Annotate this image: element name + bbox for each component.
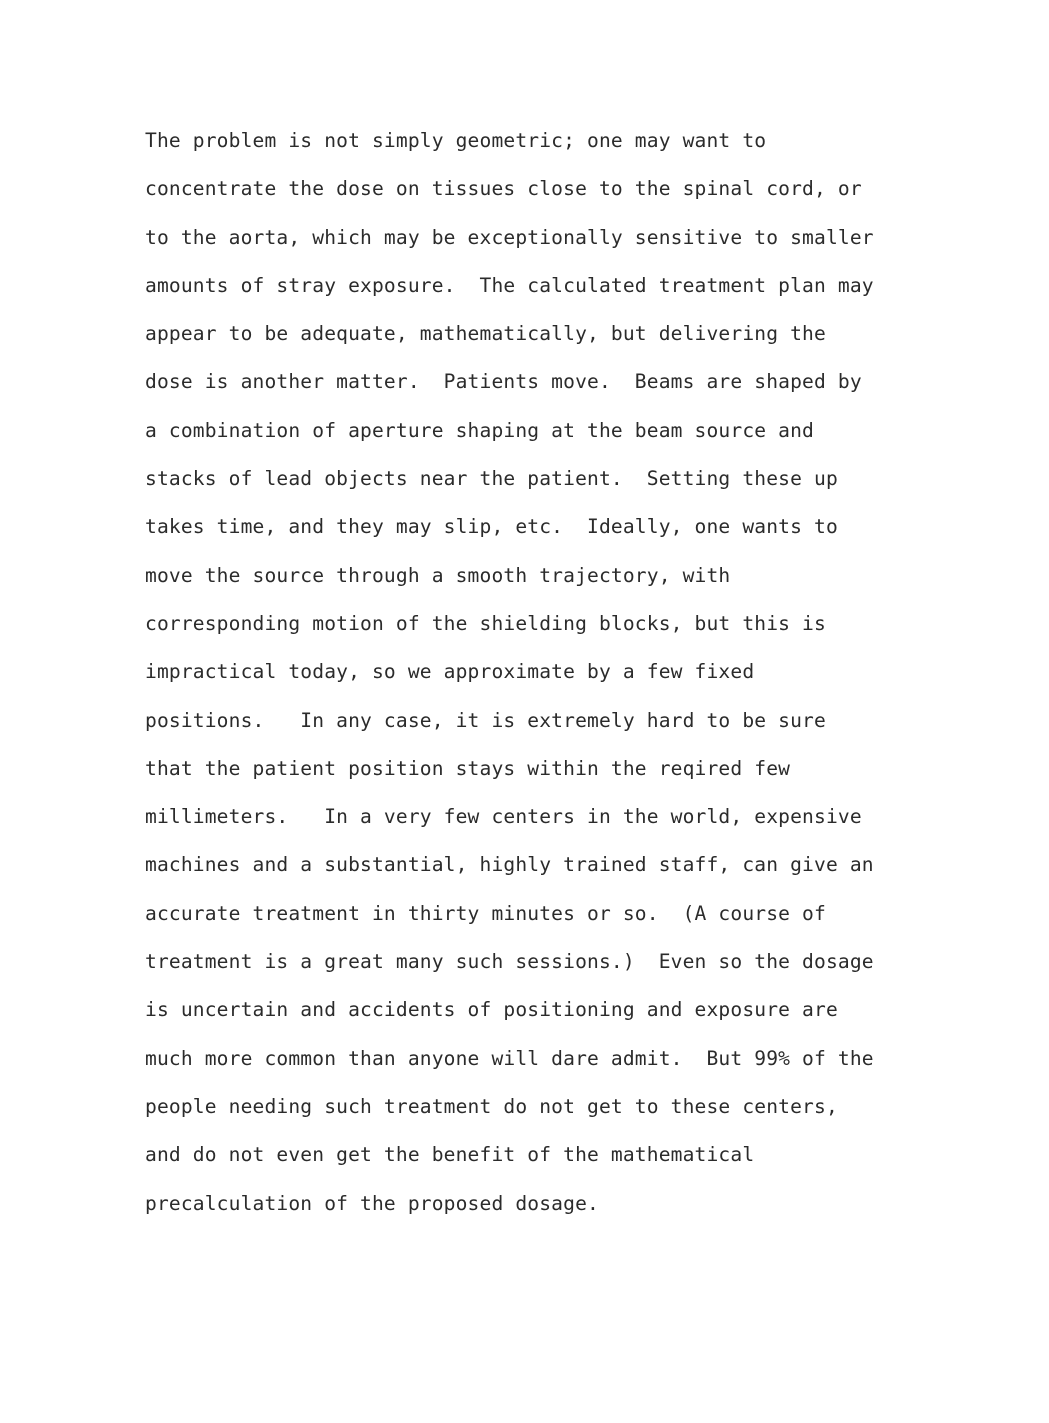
text-line-23: precalculation of the proposed dosage. — [145, 1191, 599, 1215]
text-line-16: machines and a substantial, highly trained staff, can give an — [145, 853, 874, 877]
text-line-15: millimeters. In a very few centers in the world, expensive — [145, 805, 862, 829]
text-line-9: takes time, and they may slip, etc. Ideally, one wants to — [145, 515, 838, 539]
text-line-14: that the patient position stays within the reqired few — [145, 756, 791, 780]
text-line-1: The problem is not simply geometric; one may want to — [145, 129, 767, 152]
text-line-7: a combination of aperture shaping at the beam source and — [145, 418, 814, 442]
text-line-4: amounts of stray exposure. The calculated treatment plan may — [145, 273, 874, 297]
text-line-12: impractical today, so we approximate by a few fixed — [145, 660, 755, 684]
text-line-18: treatment is a great many such sessions.) Even so the dosage — [145, 950, 874, 974]
text-line-8: stacks of lead objects near the patient. Setting these up — [145, 467, 838, 491]
text-line-17: accurate treatment in thirty minutes or so. (A course of — [145, 901, 826, 925]
body-paragraph — [145, 124, 1040, 1235]
text-line-10: move the source through a smooth trajectory, with — [145, 563, 731, 587]
text-line-3: to the aorta, which may be exceptionally sensitive to smaller — [145, 225, 874, 249]
text-line-5: appear to be adequate, mathematically, but delivering the — [145, 322, 826, 346]
text-line-21: people needing such treatment do not get to these centers, — [145, 1094, 838, 1118]
text-line-22: and do not even get the benefit of the mathematical — [145, 1143, 755, 1167]
text-line-6: dose is another matter. Patients move. Beams are shaped by — [145, 370, 862, 394]
text-line-2: concentrate the dose on tissues close to the spinal cord, or — [145, 177, 862, 201]
text-line-13: positions. In any case, it is extremely hard to be sure — [145, 708, 826, 732]
text-line-19: is uncertain and accidents of positioning and exposure are — [145, 998, 838, 1022]
text-line-20: much more common than anyone will dare admit. But 99% of the — [145, 1046, 874, 1070]
text-line-11: corresponding motion of the shielding blocks, but this is — [145, 611, 826, 635]
